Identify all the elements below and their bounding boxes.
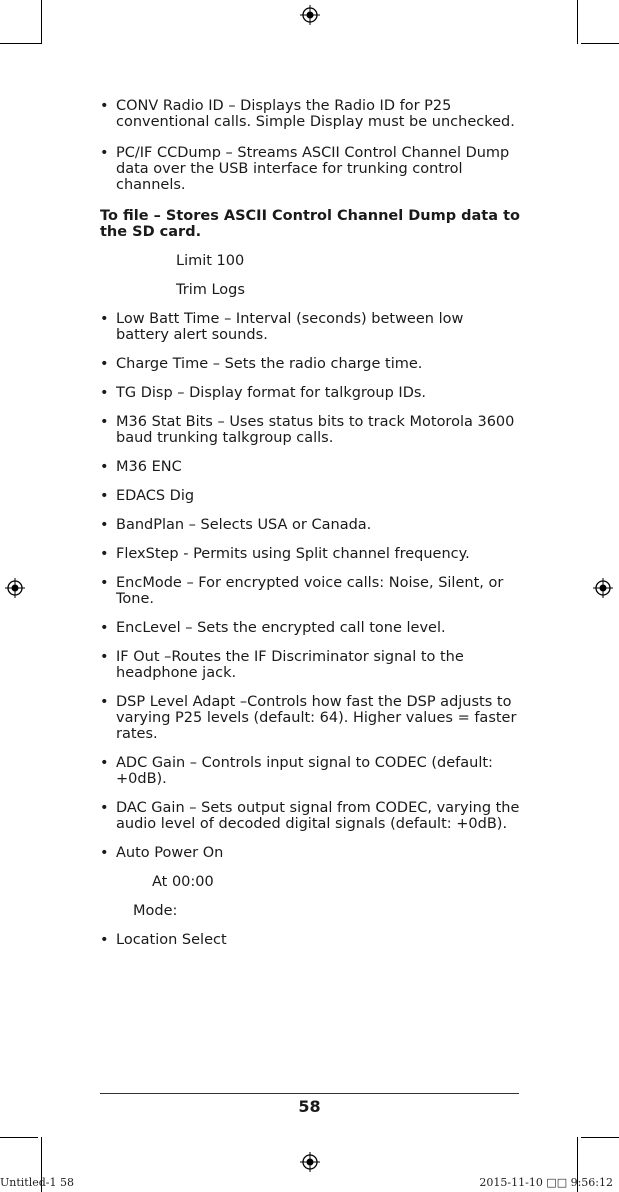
slug-left: Untitled-1 58: [0, 1176, 74, 1189]
list-item: • EDACS Dig: [100, 488, 195, 504]
registration-mark-icon: [300, 5, 320, 25]
crop-mark: [577, 0, 578, 44]
list-item: • PC/IF CCDump – Streams ASCII Control Channel Dump data over the USB interface for trunking control channels.: [100, 145, 510, 193]
list-item: • Location Select: [100, 932, 227, 948]
list-item: • Low Batt Time – Interval (seconds) between low battery alert sounds.: [100, 311, 464, 343]
settings-list: [100, 98, 520, 948]
list-item: • FlexStep - Permits using Split channel frequency.: [100, 546, 470, 562]
list-item: • ADC Gain – Controls input signal to CODEC (default: +0dB).: [100, 755, 493, 787]
sub-setting: Mode:: [133, 903, 178, 919]
crop-mark: [0, 1137, 38, 1138]
list-item: • Auto Power On: [100, 845, 224, 861]
list-item: • EncLevel – Sets the encrypted call tone level.: [100, 620, 446, 636]
list-item: • M36 ENC: [100, 459, 182, 475]
list-item: • BandPlan – Selects USA or Canada.: [100, 517, 372, 533]
list-item: • Charge Time – Sets the radio charge time.: [100, 356, 423, 372]
section-heading: To file – Stores ASCII Control Channel Dump data to the SD card.: [100, 208, 520, 240]
list-item: • DSP Level Adapt –Controls how fast the DSP adjusts to varying P25 levels (default: 64). Higher values = faster rates.: [100, 694, 517, 742]
registration-mark-icon: [300, 1152, 320, 1172]
list-item: • IF Out –Routes the IF Discriminator signal to the headphone jack.: [100, 649, 464, 681]
crop-mark: [0, 43, 41, 44]
slug-right: 2015-11-10 □□ 9:56:12: [479, 1176, 613, 1189]
footer-divider: [100, 1093, 519, 1094]
sub-setting: Trim Logs: [176, 282, 245, 298]
list-item: • CONV Radio ID – Displays the Radio ID for P25 conventional calls. Simple Display must be unchecked.: [100, 98, 515, 130]
list-item: • DAC Gain – Sets output signal from CODEC, varying the audio level of decoded digital signals (default: +0dB).: [100, 800, 520, 832]
registration-mark-icon: [5, 578, 25, 598]
page-number: 58: [298, 1097, 321, 1116]
list-item: • EncMode – For encrypted voice calls: Noise, Silent, or Tone.: [100, 575, 504, 607]
list-item: • TG Disp – Display format for talkgroup IDs.: [100, 385, 427, 401]
registration-mark-icon: [593, 578, 613, 598]
list-item: • M36 Stat Bits – Uses status bits to track Motorola 3600 baud trunking talkgroup calls.: [100, 414, 515, 446]
sub-setting: At 00:00: [152, 874, 214, 890]
sub-setting: Limit 100: [176, 253, 245, 269]
crop-mark: [581, 1137, 619, 1138]
crop-mark: [41, 0, 42, 44]
crop-mark: [581, 43, 619, 44]
